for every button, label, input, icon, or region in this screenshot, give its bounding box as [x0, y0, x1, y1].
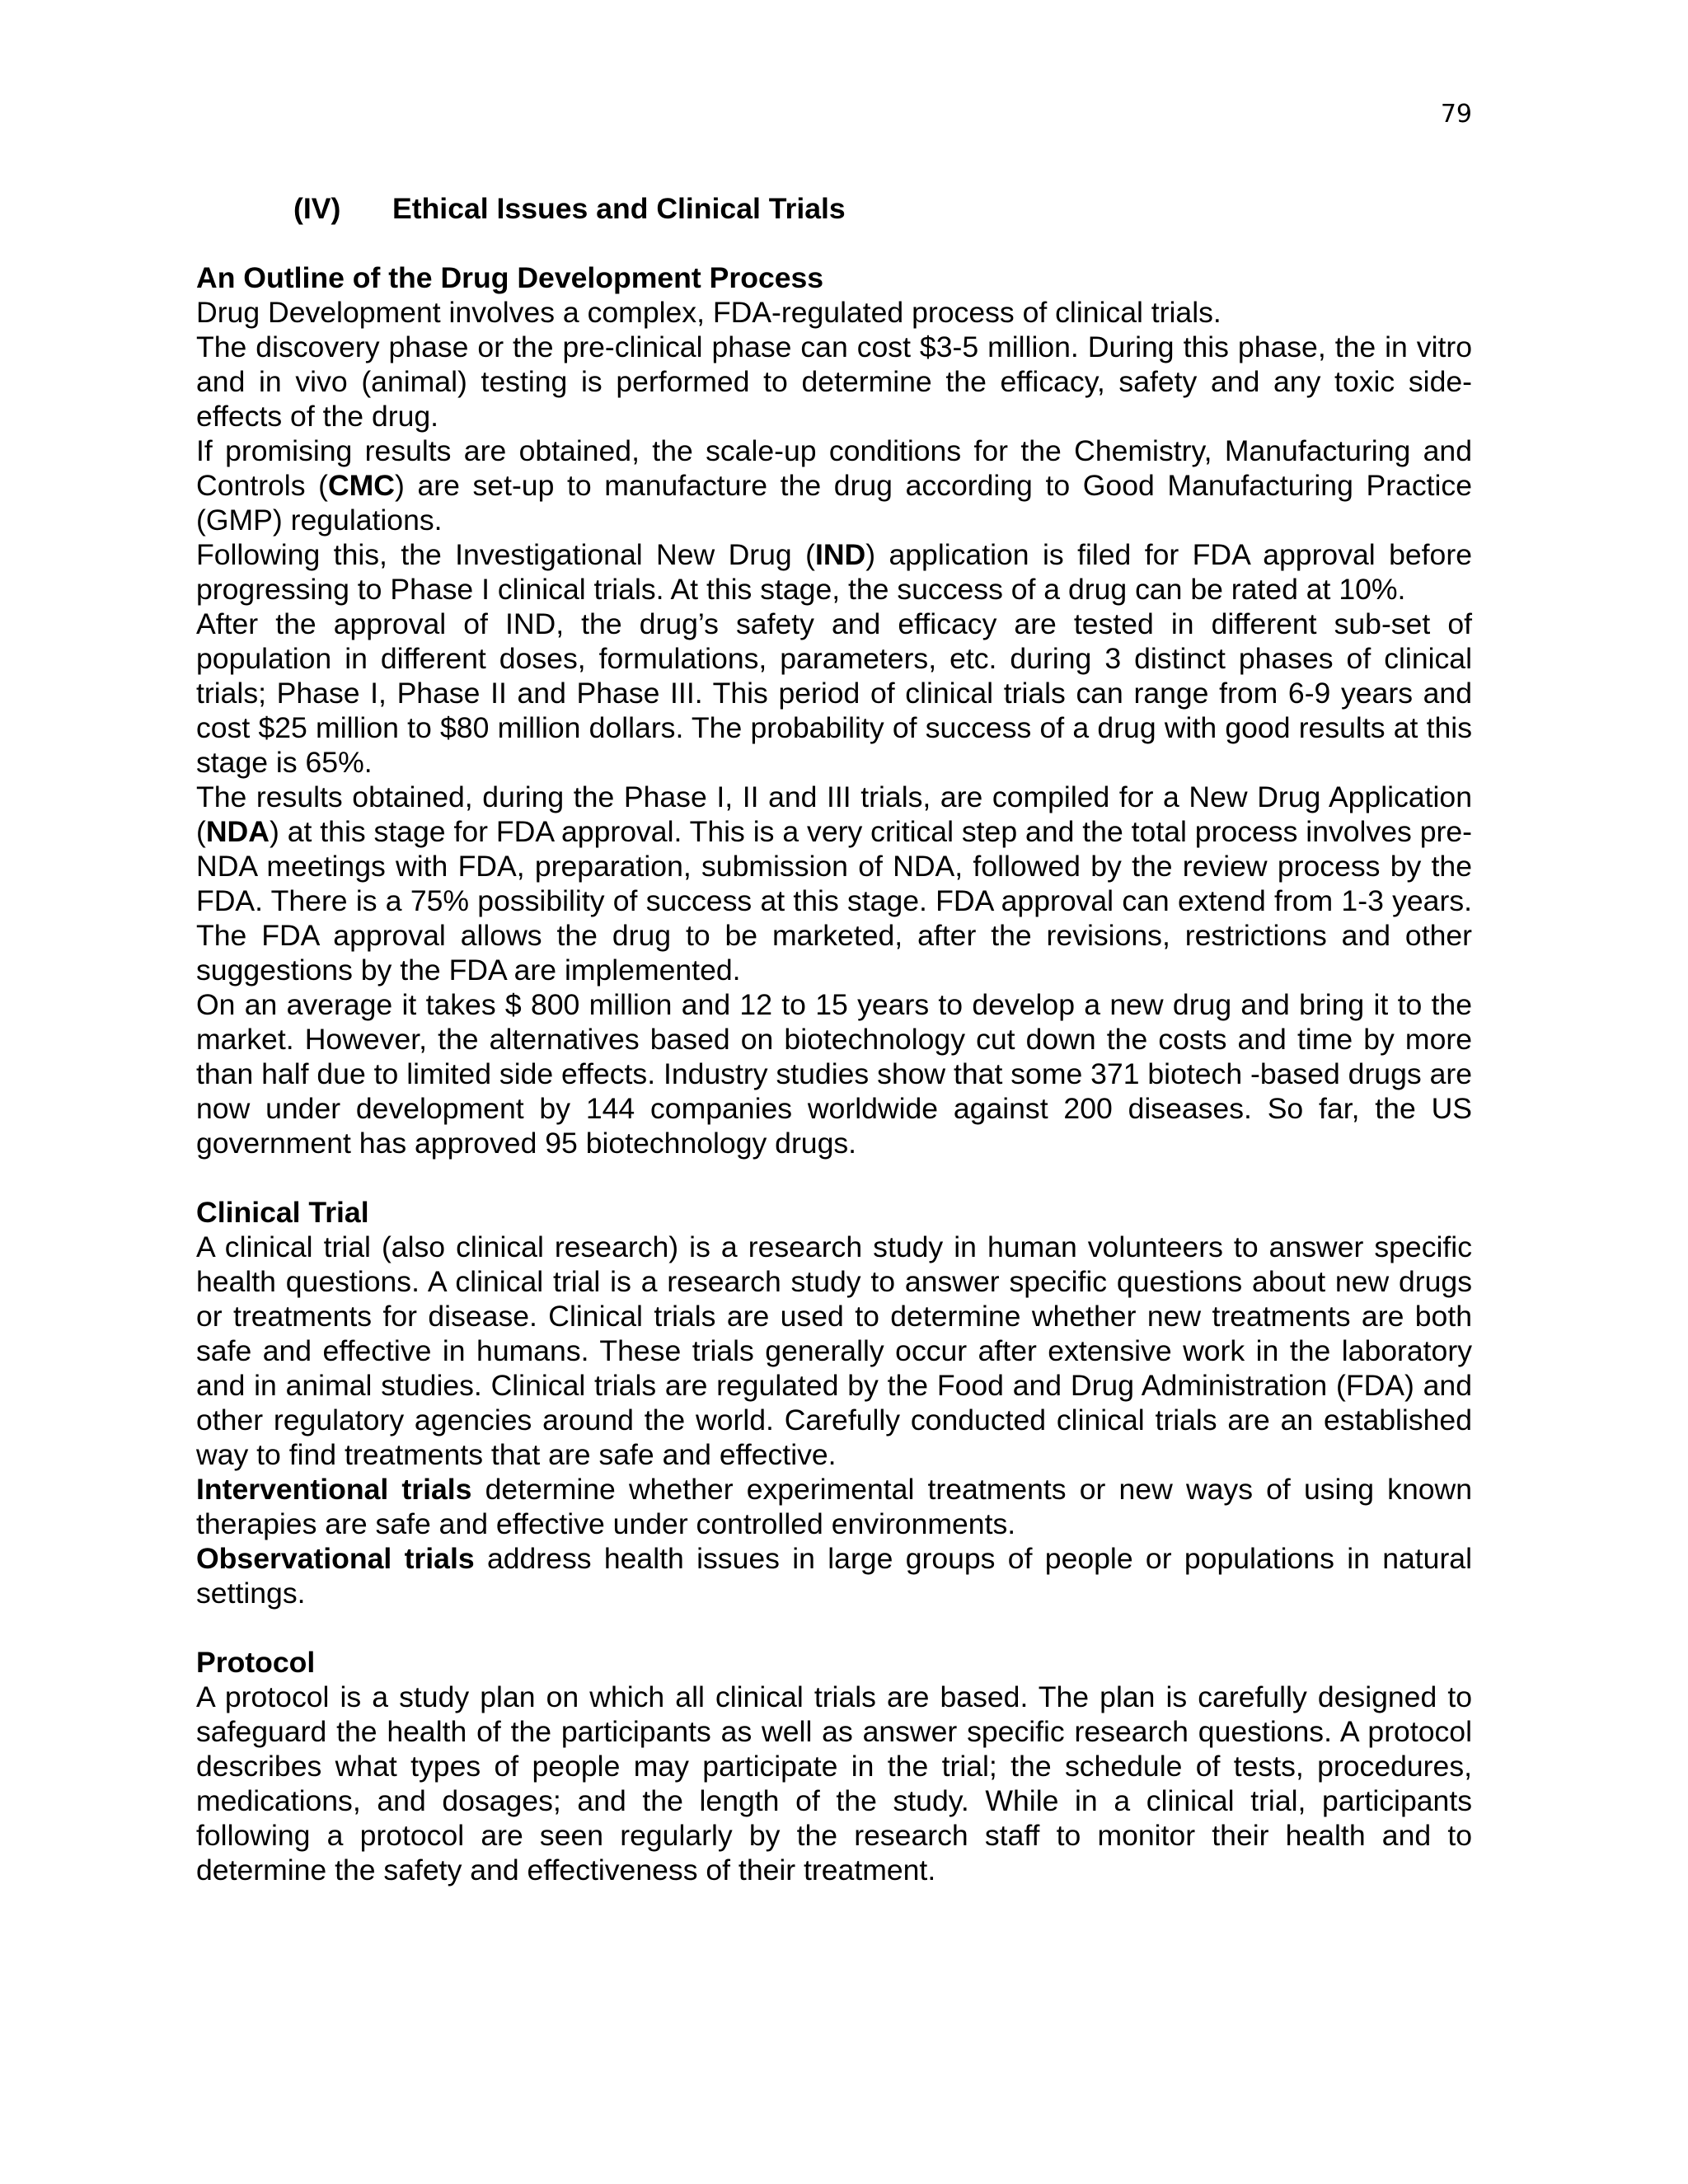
chapter-title-text: Ethical Issues and Clinical Trials — [392, 192, 846, 225]
clinical-trial-heading: Clinical Trial — [196, 1196, 369, 1229]
chapter-numeral: (IV) — [293, 192, 341, 225]
chapter-title — [196, 191, 1472, 226]
outline-paragraph — [196, 780, 1472, 987]
text-run: determine whether experimental treatments or new ways of using known therapies are safe and effective under controlled environments. — [196, 1473, 1473, 1540]
outline-paragraph: Drug Development involves a complex, FDA-regulated process of clinical trials. — [196, 296, 1221, 329]
page-number: 79 — [1440, 100, 1472, 129]
text-run: Following this, the Investigational New Drug ( — [196, 538, 815, 571]
ind-term: IND — [814, 538, 866, 571]
text-run: ) application is filed for FDA approval before progressing to Phase I clinical trials. At this stage, the success of a drug can be rated at 10%. — [196, 538, 1472, 606]
outline-heading: An Outline of the Drug Development Process — [196, 261, 824, 294]
text-run: If promising results are obtained, the scale-up conditions for the Chemistry, Manufacturing and Controls ( — [196, 434, 1472, 502]
nda-term: NDA — [205, 815, 270, 848]
protocol-heading: Protocol — [196, 1646, 316, 1679]
interventional-term: Interventional trials — [196, 1473, 472, 1506]
clinical-trial-paragraph: A clinical trial (also clinical research) is a research study in human volunteers to answer specific health questions. A clinical trial is a research study to answer specific questions about new drugs or treatments for disease. Clinical trials are used to determine whether new treatments are both safe and effective in humans. These trials generally occur after extensive work in the laboratory and in animal studies. Clinical trials are regulated by the Food and Drug Administration (FDA) and other regulatory agencies around the world. Carefully conducted clinical trials are an established way to find treatments that are safe and effective. — [196, 1230, 1472, 1471]
section-spacer — [196, 1160, 1472, 1195]
outline-paragraph: The discovery phase or the pre-clinical phase can cost $3-5 million. During this phase, the in vitro and in vivo (animal) testing is performed to determine the efficacy, safety and any toxic side-effects of the drug. — [196, 330, 1472, 433]
section-spacer — [196, 1610, 1472, 1645]
protocol-paragraph: A protocol is a study plan on which all clinical trials are based. The plan is carefully designed to safeguard the health of the participants as well as answer specific research questions. A protocol describes what types of people may participate in the trial; the schedule of tests, procedures, medications, and dosages; and the length of the study. While in a clinical trial, participants following a protocol are seen regularly by the research staff to monitor their health and to determine the safety and effectiveness of their treatment. — [196, 1680, 1472, 1886]
outline-paragraph — [196, 537, 1472, 607]
clinical-trial-paragraph — [196, 1472, 1472, 1541]
outline-paragraph: After the approval of IND, the drug’s safety and efficacy are tested in different sub-set of population in different doses, formulations, parameters, etc. during 3 distinct phases of clinical trials; Phase I, Phase II and Phase III. This period of clinical trials can range from 6-9 years and cost $25 million to $80 million dollars. The probability of success of a drug with good results at this stage is 65%. — [196, 607, 1472, 779]
page-content — [196, 191, 1472, 1887]
text-run: The results obtained, during the Phase I, II and III trials, are compiled for a New Drug Application ( — [196, 780, 1472, 848]
clinical-trial-paragraph — [196, 1541, 1472, 1610]
text-run: ) at this stage for FDA approval. This is a very critical step and the total process involves pre-NDA meetings with FDA, preparation, submission of NDA, followed by the review process by the FDA. There is a 75% possibility of success at this stage. FDA approval can extend from 1-3 years. The FDA approval allows the drug to be marketed, after the revisions, restrictions and other suggestions by the FDA are implemented. — [196, 815, 1472, 987]
outline-paragraph — [196, 434, 1472, 537]
outline-paragraph: On an average it takes $ 800 million and 12 to 15 years to develop a new drug and bring it to the market. However, the alternatives based on biotechnology cut down the costs and time by more than half due to limited side effects. Industry studies show that some 371 biotech -based drugs are now under development by 144 companies worldwide against 200 diseases. So far, the US government has approved 95 biotechnology drugs. — [196, 988, 1472, 1160]
observational-term: Observational trials — [196, 1542, 475, 1575]
text-run: address health issues in large groups of people or populations in natural settings. — [196, 1542, 1472, 1610]
cmc-term: CMC — [327, 469, 395, 502]
text-run: ) are set-up to manufacture the drug according to Good Manufacturing Practice (GMP) regulations. — [196, 469, 1472, 537]
